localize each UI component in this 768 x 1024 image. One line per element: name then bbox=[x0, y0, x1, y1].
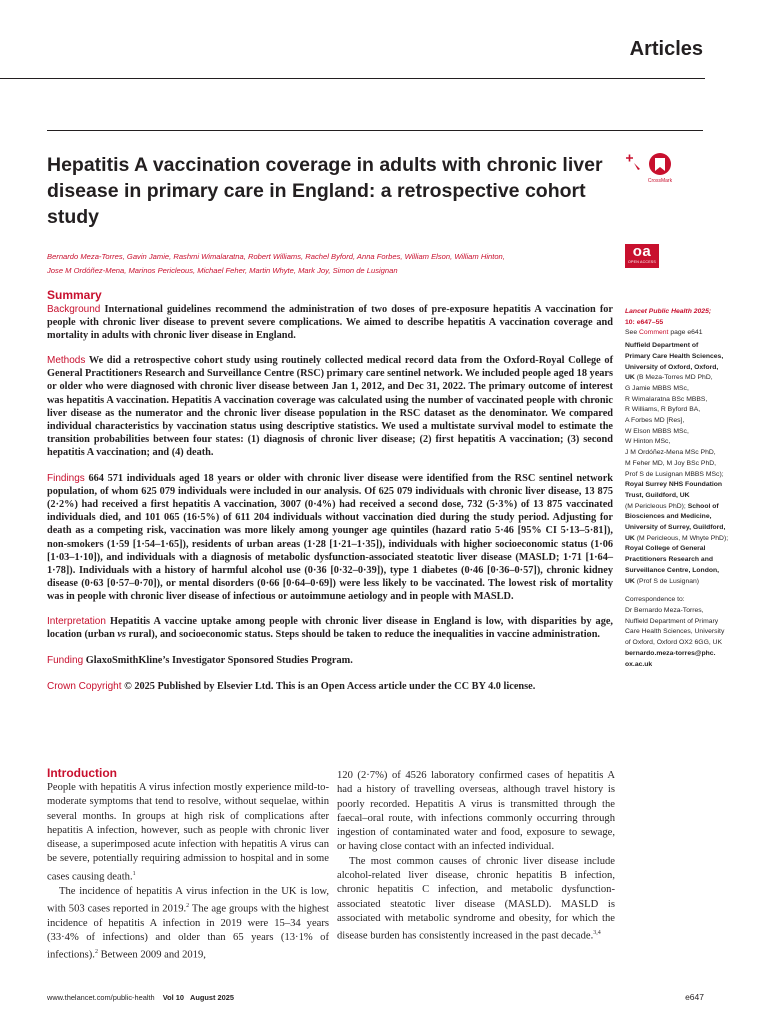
comment-page: page e641 bbox=[668, 329, 703, 337]
affiliations-line: Prof S de Lusignan MBBS MSc); bbox=[625, 470, 724, 478]
interpretation-label: Interpretation bbox=[47, 615, 106, 627]
oa-sublabel: OPEN ACCESS bbox=[628, 260, 656, 264]
affiliations-line: J M Ordóñez-Mena MSc PhD, bbox=[625, 449, 716, 457]
affiliations-line: R Wimalaratna BSc MBBS, bbox=[625, 395, 708, 403]
copyright-text: © 2025 Published by Elsevier Ltd. This is an Open Access article under the CC BY 4.0 license. bbox=[124, 681, 536, 693]
intro-paragraph-1: People with hepatitis A virus infection mostly experience mild-to-moderate symptoms that tend to resolve, without sequelae, within several months. In groups at high risk of complications after hepatitis A infection, however, such as people with chronic liver disease, a superimposed acute infection with hepatitis A virus can be severe, potentially requiring admission to hospital and in some cases causing death.$^1$ bbox=[47, 782, 329, 883]
interpretation-vs: vs bbox=[117, 629, 126, 641]
correspondence-line: Correspondence to: bbox=[625, 596, 685, 604]
journal-citation bbox=[625, 307, 747, 328]
methods-text: We did a retrospective cohort study using routinely collected medical record data from the Oxford-Royal College of General Practitioners Research and Surveillance Centre (RSC) primary care sentinel network. We included people aged 18 years or older who were diagnosed with chronic liver disease between Jan 1, 2012, and Dec 31, 2022. The primary outcome of interest was hepatitis A vaccination. Hepatitis A vaccination coverage was calculated using the number of vaccinated people with chronic liver disease as the numerator and the chronic liver disease population in the RSC dataset as the denominator. We compared individual characteristics by vaccination status using descriptive statistics. We used a multistate survival model to estimate the transition probabilities between four states: (1) diagnosis of chronic liver disease; (2) first hepatitis A vaccination; (3) second hepatitis A vaccination; and (4) death. bbox=[47, 355, 613, 458]
affiliations-line: W Hinton MSc, bbox=[625, 438, 671, 446]
interpretation-text-post: rural), and socioeconomic status. Steps should be taken to reduce the inequalities in vaccine administration. bbox=[125, 629, 601, 641]
affiliations-line: Royal College of General bbox=[625, 545, 706, 553]
affiliations-line: UK (B Meza-Torres MD PhD, bbox=[625, 374, 713, 382]
affiliations-line: R Williams, R Byford BA, bbox=[625, 406, 701, 414]
oa-label: oa bbox=[632, 243, 652, 260]
introduction-heading: Introduction bbox=[47, 766, 117, 780]
correspondence-line: Dr Bernardo Meza-Torres, bbox=[625, 606, 704, 614]
article-title: Hepatitis A vaccination coverage in adults with chronic liver disease in primary care in England: a retrospective cohort study bbox=[47, 154, 603, 228]
findings-text: 664 571 individuals aged 18 years or older with chronic liver disease were identified from the RSC sentinel network population, of whom 625 079 individuals were included in our analysis. Of 625 079 individuals with chronic liver disease, 13 875 (2·2%) had received a first hepatitis A vaccination, 3007 (0·4%) had received a second dose, 732 (5·3%) of 13 875 vaccinated individuals died, and 101 065 (16·5%) of 611 204 individuals without vaccination died during the study period. Adjusting for death as a competing risk, vaccination was more likely among younger age quintiles (hazard ratio 5·46 [95% CI 5·13–5·81]), non-smokers (1·59 [1·54–1·65]), residents of urban areas (1·28 [1·21–1·35]), individuals with higher socioeconomic status (1·06 [1·03–1·10]), and individuals with a diagnosis of metabolic dysfunction-associated steatotic liver disease (MASLD; 1·71 [1·64–1·78]). Individuals with a history of harmful alcohol use (0·36 [0·32–0·39]), type 1 diabetes (0·46 [0·36–0·57]), chronic kidney disease (0·63 [0·57–0·70]), or mental disorders (0·66 [0·64–0·69]) were less likely to be vaccinated. The lowest risk of mortality was in people with chronic liver disease of infectious or autoimmune aetiology and in people with MASLD. bbox=[47, 473, 613, 602]
ref-2b[interactable]: 2 bbox=[94, 949, 98, 956]
intro-column-1 bbox=[47, 781, 329, 963]
affiliations-line: Practitioners Research and bbox=[625, 556, 714, 564]
see-comment bbox=[625, 328, 747, 339]
abstract-findings bbox=[47, 472, 613, 603]
affiliations-line: (M Pericleous PhD); School of bbox=[625, 502, 719, 510]
affiliations-line: W Elson MBBS MSc, bbox=[625, 427, 689, 435]
affiliations-line: G Jamie MBBS MSc, bbox=[625, 384, 689, 392]
header-rule bbox=[0, 78, 705, 79]
abstract-copyright bbox=[47, 680, 613, 693]
affiliations-line: Biosciences and Medicine, bbox=[625, 513, 712, 521]
abstract-methods bbox=[47, 354, 613, 459]
abstract-funding bbox=[47, 654, 613, 667]
interpretation-text-pre: Hepatitis A vaccine uptake among people with chronic liver disease in England is low, with disparities by age, location (urban bbox=[47, 615, 614, 641]
affiliations-line: University of Surrey, Guildford, bbox=[625, 524, 726, 532]
affiliations-line: Primary Care Health Sciences, bbox=[625, 352, 724, 360]
correspondence-line: ox.ac.uk bbox=[625, 660, 653, 668]
title-rule bbox=[47, 130, 703, 131]
affiliations-line: Nuffield Department of bbox=[625, 342, 699, 350]
crossmark-badge[interactable] bbox=[622, 150, 674, 190]
author-list bbox=[47, 250, 627, 278]
journal-name: Lancet Public Health 2025; bbox=[625, 308, 712, 315]
open-access-badge[interactable] bbox=[625, 244, 659, 268]
section-header: Articles bbox=[629, 38, 703, 60]
correspondence-line: Nuffield Department of Primary bbox=[625, 617, 719, 625]
correspondence-line: Care Health Sciences, University bbox=[625, 628, 725, 636]
correspondence-line: bernardo.meza-torres@phc. bbox=[625, 649, 716, 657]
ref-2a[interactable]: 2 bbox=[186, 902, 190, 909]
funding-label: Funding bbox=[47, 655, 84, 667]
abstract-interpretation bbox=[47, 615, 613, 641]
footer-volume: Vol 10 bbox=[162, 993, 184, 1002]
affiliations-line: Royal Surrey NHS Foundation bbox=[625, 481, 723, 489]
footer-url[interactable]: www.thelancet.com/public-health bbox=[47, 993, 155, 1002]
correspondence bbox=[625, 595, 747, 670]
copyright-label: Crown Copyright bbox=[47, 681, 122, 693]
summary-heading: Summary bbox=[47, 288, 102, 302]
background-text: International guidelines recommend the administration of two doses of pre-exposure hepatitis A vaccination for people with chronic liver disease to prevent severe complications. We aimed to describe hepatitis A vaccination coverage and mortality in adults with chronic liver disease in England. bbox=[47, 304, 613, 342]
ref-3-4[interactable]: 3,4 bbox=[593, 930, 601, 937]
funding-text: GlaxoSmithKline’s Investigator Sponsored Studies Program. bbox=[85, 655, 353, 667]
comment-link[interactable]: Comment bbox=[638, 329, 669, 337]
footer-date: August 2025 bbox=[190, 993, 234, 1002]
correspondence-line: of Oxford, Oxford OX2 6GG, UK bbox=[625, 639, 723, 647]
affiliations-line: Surveillance Centre, London, bbox=[625, 566, 720, 574]
authors-line-1: Bernardo Meza-Torres, Gavin Jamie, Rashmi Wimalaratna, Robert Williams, Rachel Byford, Anna Forbes, William Elson, William Hinton, bbox=[47, 252, 505, 261]
crossmark-label: CrossMark bbox=[647, 178, 673, 184]
affiliations-line: UK (M Pericleous, M Whyte PhD); bbox=[625, 534, 729, 542]
affiliations-line: Trust, Guildford, UK bbox=[625, 491, 690, 499]
intro-paragraph-3: 120 (2·7%) of 4526 laboratory confirmed cases of hepatitis A had a history of travelling overseas, although travel history is poorly recorded. Hepatitis A virus is transmitted through the faecal–oral route, with infections commonly occurring through ingestion of contaminated water and food, exposure to sewage, or having close contact with an infected individual. bbox=[337, 770, 615, 853]
affiliations-line: M Feher MD, M Joy BSc PhD, bbox=[625, 459, 717, 467]
affiliations-line: UK (Prof S de Lusignan) bbox=[625, 577, 700, 585]
footer bbox=[47, 993, 234, 1002]
affiliations bbox=[625, 341, 747, 587]
see-label: See bbox=[625, 329, 639, 337]
abstract bbox=[47, 303, 613, 705]
sidebar bbox=[625, 307, 747, 670]
ref-1[interactable]: 1 bbox=[132, 870, 136, 877]
intro-column-2 bbox=[337, 769, 615, 944]
findings-label: Findings bbox=[47, 473, 85, 485]
authors-line-2: Jose M Ordóñez-Mena, Marinos Pericleous, Michael Feher, Martin Whyte, Mark Joy, Simon de Lusignan bbox=[47, 266, 398, 275]
methods-label: Methods bbox=[47, 355, 86, 367]
journal-volume: 10: e647–55 bbox=[625, 318, 664, 326]
page-number: e647 bbox=[685, 992, 704, 1002]
affiliations-line: University of Oxford, Oxford, bbox=[625, 363, 719, 371]
background-label: Background bbox=[47, 304, 101, 315]
intro-paragraph-2: The incidence of hepatitis A virus infection in the UK is low, with 503 cases reported in 2019.$^2$ The age groups with the highest incidence of hepatitis A infection in 2019 were 15–34 years (33·4% of infections) and older than 65 years (13·1% of infections).$^2$ Between 2009 and 2019, bbox=[47, 885, 329, 961]
intro-paragraph-4: The most common causes of chronic liver disease include alcohol-related liver disease, chronic hepatitis B infection, chronic hepatitis C infection, and metabolic dysfunction-associated steatotic liver disease (MASLD). MASLD is associated with metabolic syndrome and obesity, for which the disease burden has consistently increased in the past decade.$^{3,4}$ bbox=[337, 855, 615, 942]
abstract-background bbox=[47, 303, 613, 342]
affiliations-line: A Forbes MD [Res], bbox=[625, 417, 685, 425]
